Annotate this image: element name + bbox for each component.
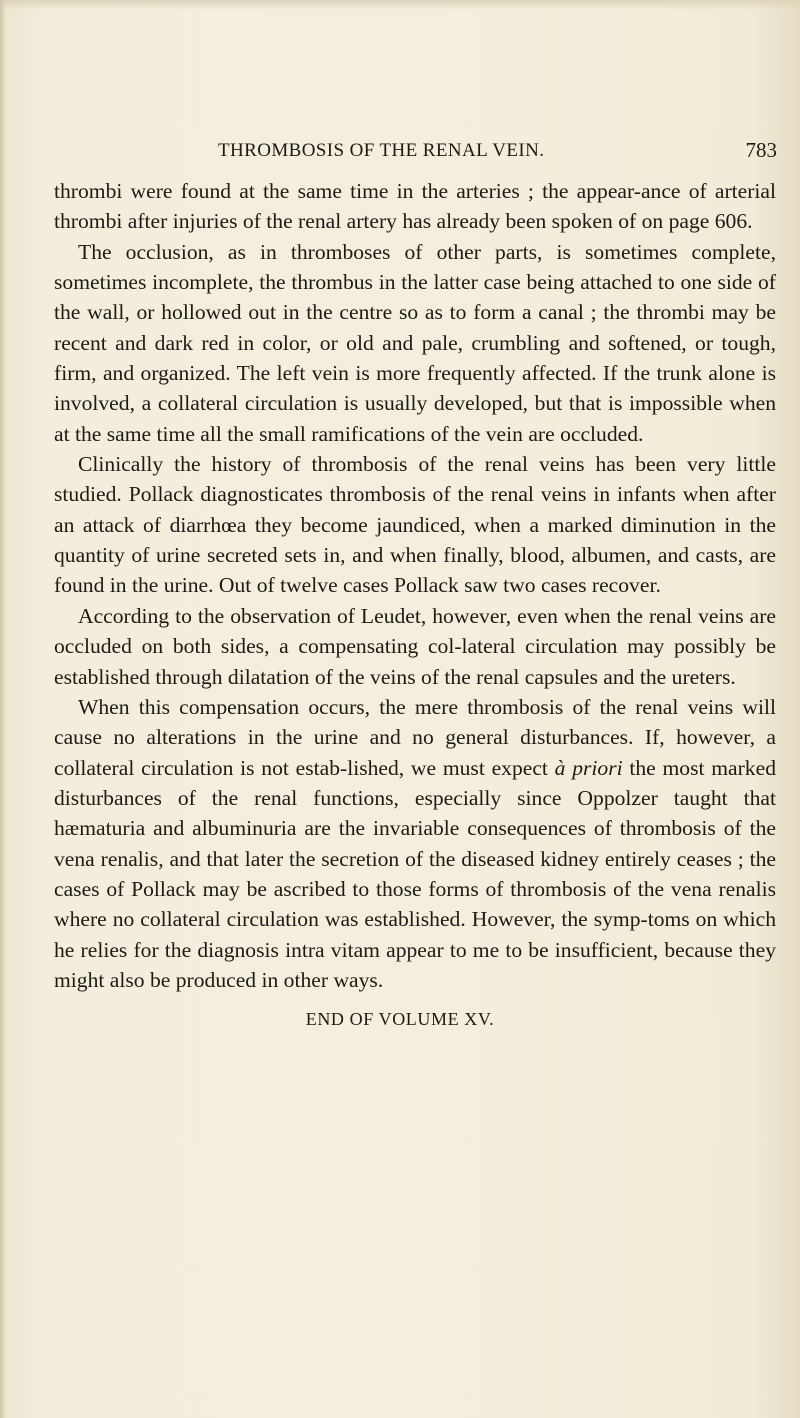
page-top-shading [0, 0, 800, 10]
paragraph-1: thrombi were found at the same time in the arteries ; the appear-ance of arterial thrombi after injuries of the renal artery has already been spoken of on page 606. [54, 179, 776, 234]
paragraph-5-italic: à priori [554, 755, 623, 780]
paragraph-4: According to the observation of Leudet, however, even when the renal veins are occluded on both sides, a compensating col-lateral circulation may possibly be established through dilatation of the veins of the renal capsules and the ureters. [54, 603, 776, 689]
end-of-volume-note: END OF VOLUME XV. [305, 1009, 495, 1029]
paragraph-3: Clinically the history of thrombosis of the renal veins has been very little studied. Pollack diagnosticates thrombosis of the renal veins in infants when after an attack of diarrhœa they become jaundiced, when a marked diminution in the quantity of urine secreted sets in, and when finally, blood, albumen, and casts, are found in the urine. Out of twelve cases Pollack saw two cases recover. [54, 452, 776, 598]
body-text [54, 176, 776, 995]
paragraph-2: The occlusion, as in thromboses of other parts, is sometimes complete, sometimes incomplete, the thrombus in the latter case being attached to one side of the wall, or hollowed out in the centre so as to form a canal ; the thrombi may be recent and dark red in color, or old and pale, crumbling and softened, or tough, firm, and organized. The left vein is more frequently affected. If the trunk alone is involved, a collateral circulation is usually developed, but that is impossible when at the same time all the small ramifications of the vein are occluded. [54, 239, 776, 446]
running-title: THROMBOSIS OF THE RENAL VEIN. [218, 140, 545, 161]
paragraph-5 [54, 692, 776, 995]
page-edge-shading [0, 0, 6, 1418]
paragraph-5-part-2: the most marked disturbances of the renal functions, especially since Oppolzer taught that hæmaturia and albuminuria are the invariable consequences of thrombosis of the vena renalis, and that later the secretion of the diseased kidney entirely ceases ; the cases of Pollack may be ascribed to those forms of thrombosis of the vena renalis where no collateral circulation was established. However, the symp-toms on which he relies for the diagnosis intra vitam appear to me to be insufficient, because they might also be produced in other ways. [54, 755, 776, 992]
paragraph-5-part-1: When this compensation occurs, the mere thrombosis of the renal veins will cause no alterations in the urine and no general disturbances. If, however, a collateral circulation is not estab-lished, we must expect [54, 694, 776, 780]
page-number: 783 [745, 138, 777, 162]
running-header [0, 140, 800, 170]
